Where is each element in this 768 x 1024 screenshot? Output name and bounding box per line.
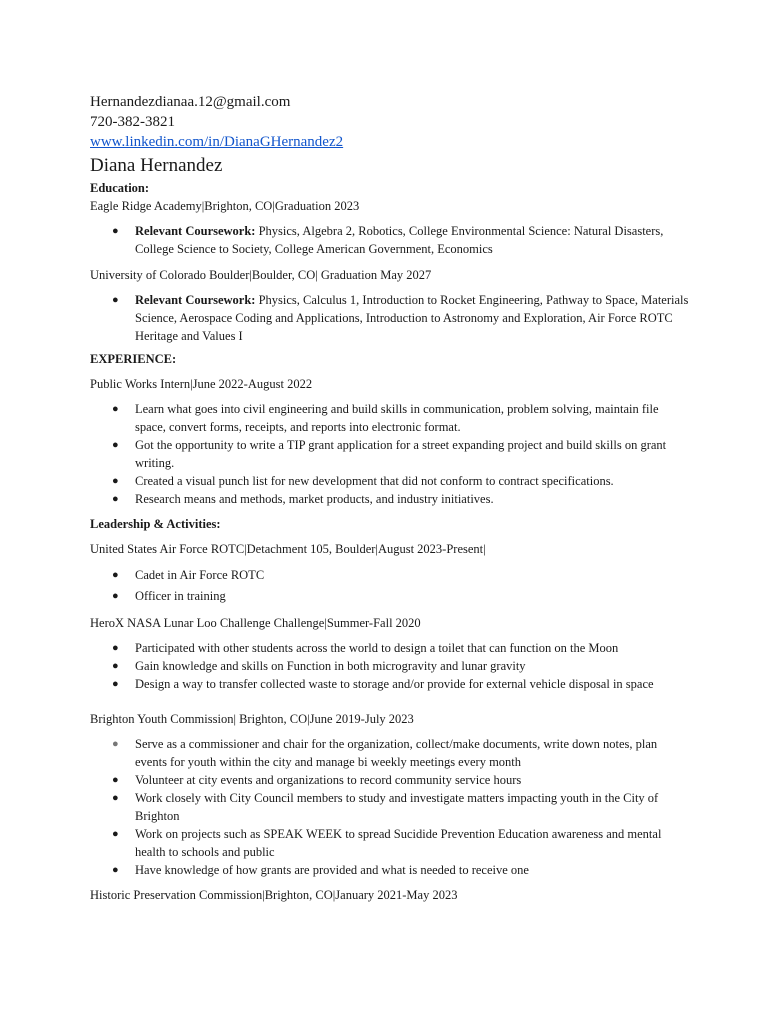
email-text: Hernandezdianaa.12@gmail.com [90, 94, 291, 110]
coursework-text: Physics, Calculus 1, Introduction to Rocket Engineering, Pathway to Space, Materials Science, Aerospace Coding and Applications, Introduction to Astronomy and Exploration, Air Force ROTC Heritage and Values I [135, 293, 689, 343]
coursework-label: Relevant Coursework: [135, 293, 256, 307]
bullet-icon: ● [112, 678, 119, 690]
bullet-icon: ● [112, 642, 119, 654]
school-line: Eagle Ridge Academy|Brighton, CO|Graduation 2023 [90, 199, 360, 213]
list-item: ● Have knowledge of how grants are provided and what is needed to receive one [112, 863, 529, 877]
bullet-icon: ● [112, 792, 119, 804]
contact-block [90, 92, 690, 152]
coursework-list [90, 222, 690, 258]
phone-text: 720-382-3821 [90, 114, 175, 130]
list-item: ● Work closely with City Council members to study and investigate matters impacting youth in the City of Brighton [112, 791, 659, 823]
activity-bullets [90, 639, 690, 693]
activity-bullets [90, 735, 690, 879]
list-item: ● Research means and methods, market products, and industry initiatives. [112, 492, 494, 506]
list-item: ● Gain knowledge and skills on Function in both microgravity and lunar gravity [112, 659, 526, 673]
bullet-icon: ● [112, 569, 119, 581]
bullet-icon: ● [112, 590, 119, 602]
list-item: ● Design a way to transfer collected waste to storage and/or provide for external vehicle disposal in space [112, 677, 654, 691]
list-item: ● Work on projects such as SPEAK WEEK to spread Sucidide Prevention Education awareness and mental health to schools and public [112, 827, 662, 859]
list-item [90, 222, 690, 258]
list-item: ● Officer in training [90, 586, 690, 607]
coursework-list [90, 291, 690, 345]
leadership-heading: Leadership & Activities: [90, 517, 221, 531]
activity-line: Historic Preservation Commission|Brighton, CO|January 2021-May 2023 [90, 888, 458, 902]
list-item: ● Cadet in Air Force ROTC [90, 565, 690, 586]
list-item: ● Learn what goes into civil engineering and build skills in communication, problem solving, maintain file space, convert forms, receipts, and reports into electronic format. [112, 402, 659, 434]
list-item [90, 291, 690, 345]
activity-line: HeroX NASA Lunar Loo Challenge Challenge|Summer-Fall 2020 [90, 616, 421, 630]
list-item: ● Serve as a commissioner and chair for the organization, collect/make documents, write down notes, plan events for youth within the city and manage bi weekly meetings every month [112, 737, 658, 769]
bullet-icon: ● [112, 493, 119, 505]
activity-line: Brighton Youth Commission| Brighton, CO|June 2019-July 2023 [90, 712, 414, 726]
job-bullets [90, 400, 690, 508]
bullet-icon: ● [112, 225, 119, 237]
bullet-icon: ● [112, 738, 119, 750]
bullet-icon: ● [112, 828, 119, 840]
list-item: ● Got the opportunity to write a TIP grant application for a street expanding project and build skills on grant writing. [112, 438, 667, 470]
education-heading: Education: [90, 181, 150, 195]
coursework-label: Relevant Coursework: [135, 224, 256, 238]
bullet-icon: ● [112, 403, 119, 415]
activity-bullets [90, 565, 690, 607]
bullet-icon: ● [112, 660, 119, 672]
job-line: Public Works Intern|June 2022-August 2022 [90, 377, 313, 391]
bullet-icon: ● [112, 864, 119, 876]
experience-heading: EXPERIENCE: [90, 352, 177, 366]
bullet-icon: ● [112, 774, 119, 786]
bullet-icon: ● [112, 294, 119, 306]
activity-line: United States Air Force ROTC|Detachment 105, Boulder|August 2023-Present| [90, 542, 486, 556]
bullet-icon: ● [112, 439, 119, 451]
coursework-text: Physics, Algebra 2, Robotics, College Environmental Science: Natural Disasters, College Science to Society, College American Government, Economics [135, 224, 664, 256]
list-item: ● Created a visual punch list for new development that did not conform to contract specifications. [112, 474, 614, 488]
linkedin-link[interactable]: www.linkedin.com/in/DianaGHernandez2 [90, 134, 344, 150]
school-line: University of Colorado Boulder|Boulder, CO| Graduation May 2027 [90, 268, 432, 282]
resume-page [90, 92, 690, 904]
list-item: ● Participated with other students across the world to design a toilet that can function on the Moon [112, 641, 619, 655]
resume-name: Diana Hernandez [90, 155, 223, 176]
list-item: ● Volunteer at city events and organizations to record community service hours [112, 773, 522, 787]
bullet-icon: ● [112, 475, 119, 487]
